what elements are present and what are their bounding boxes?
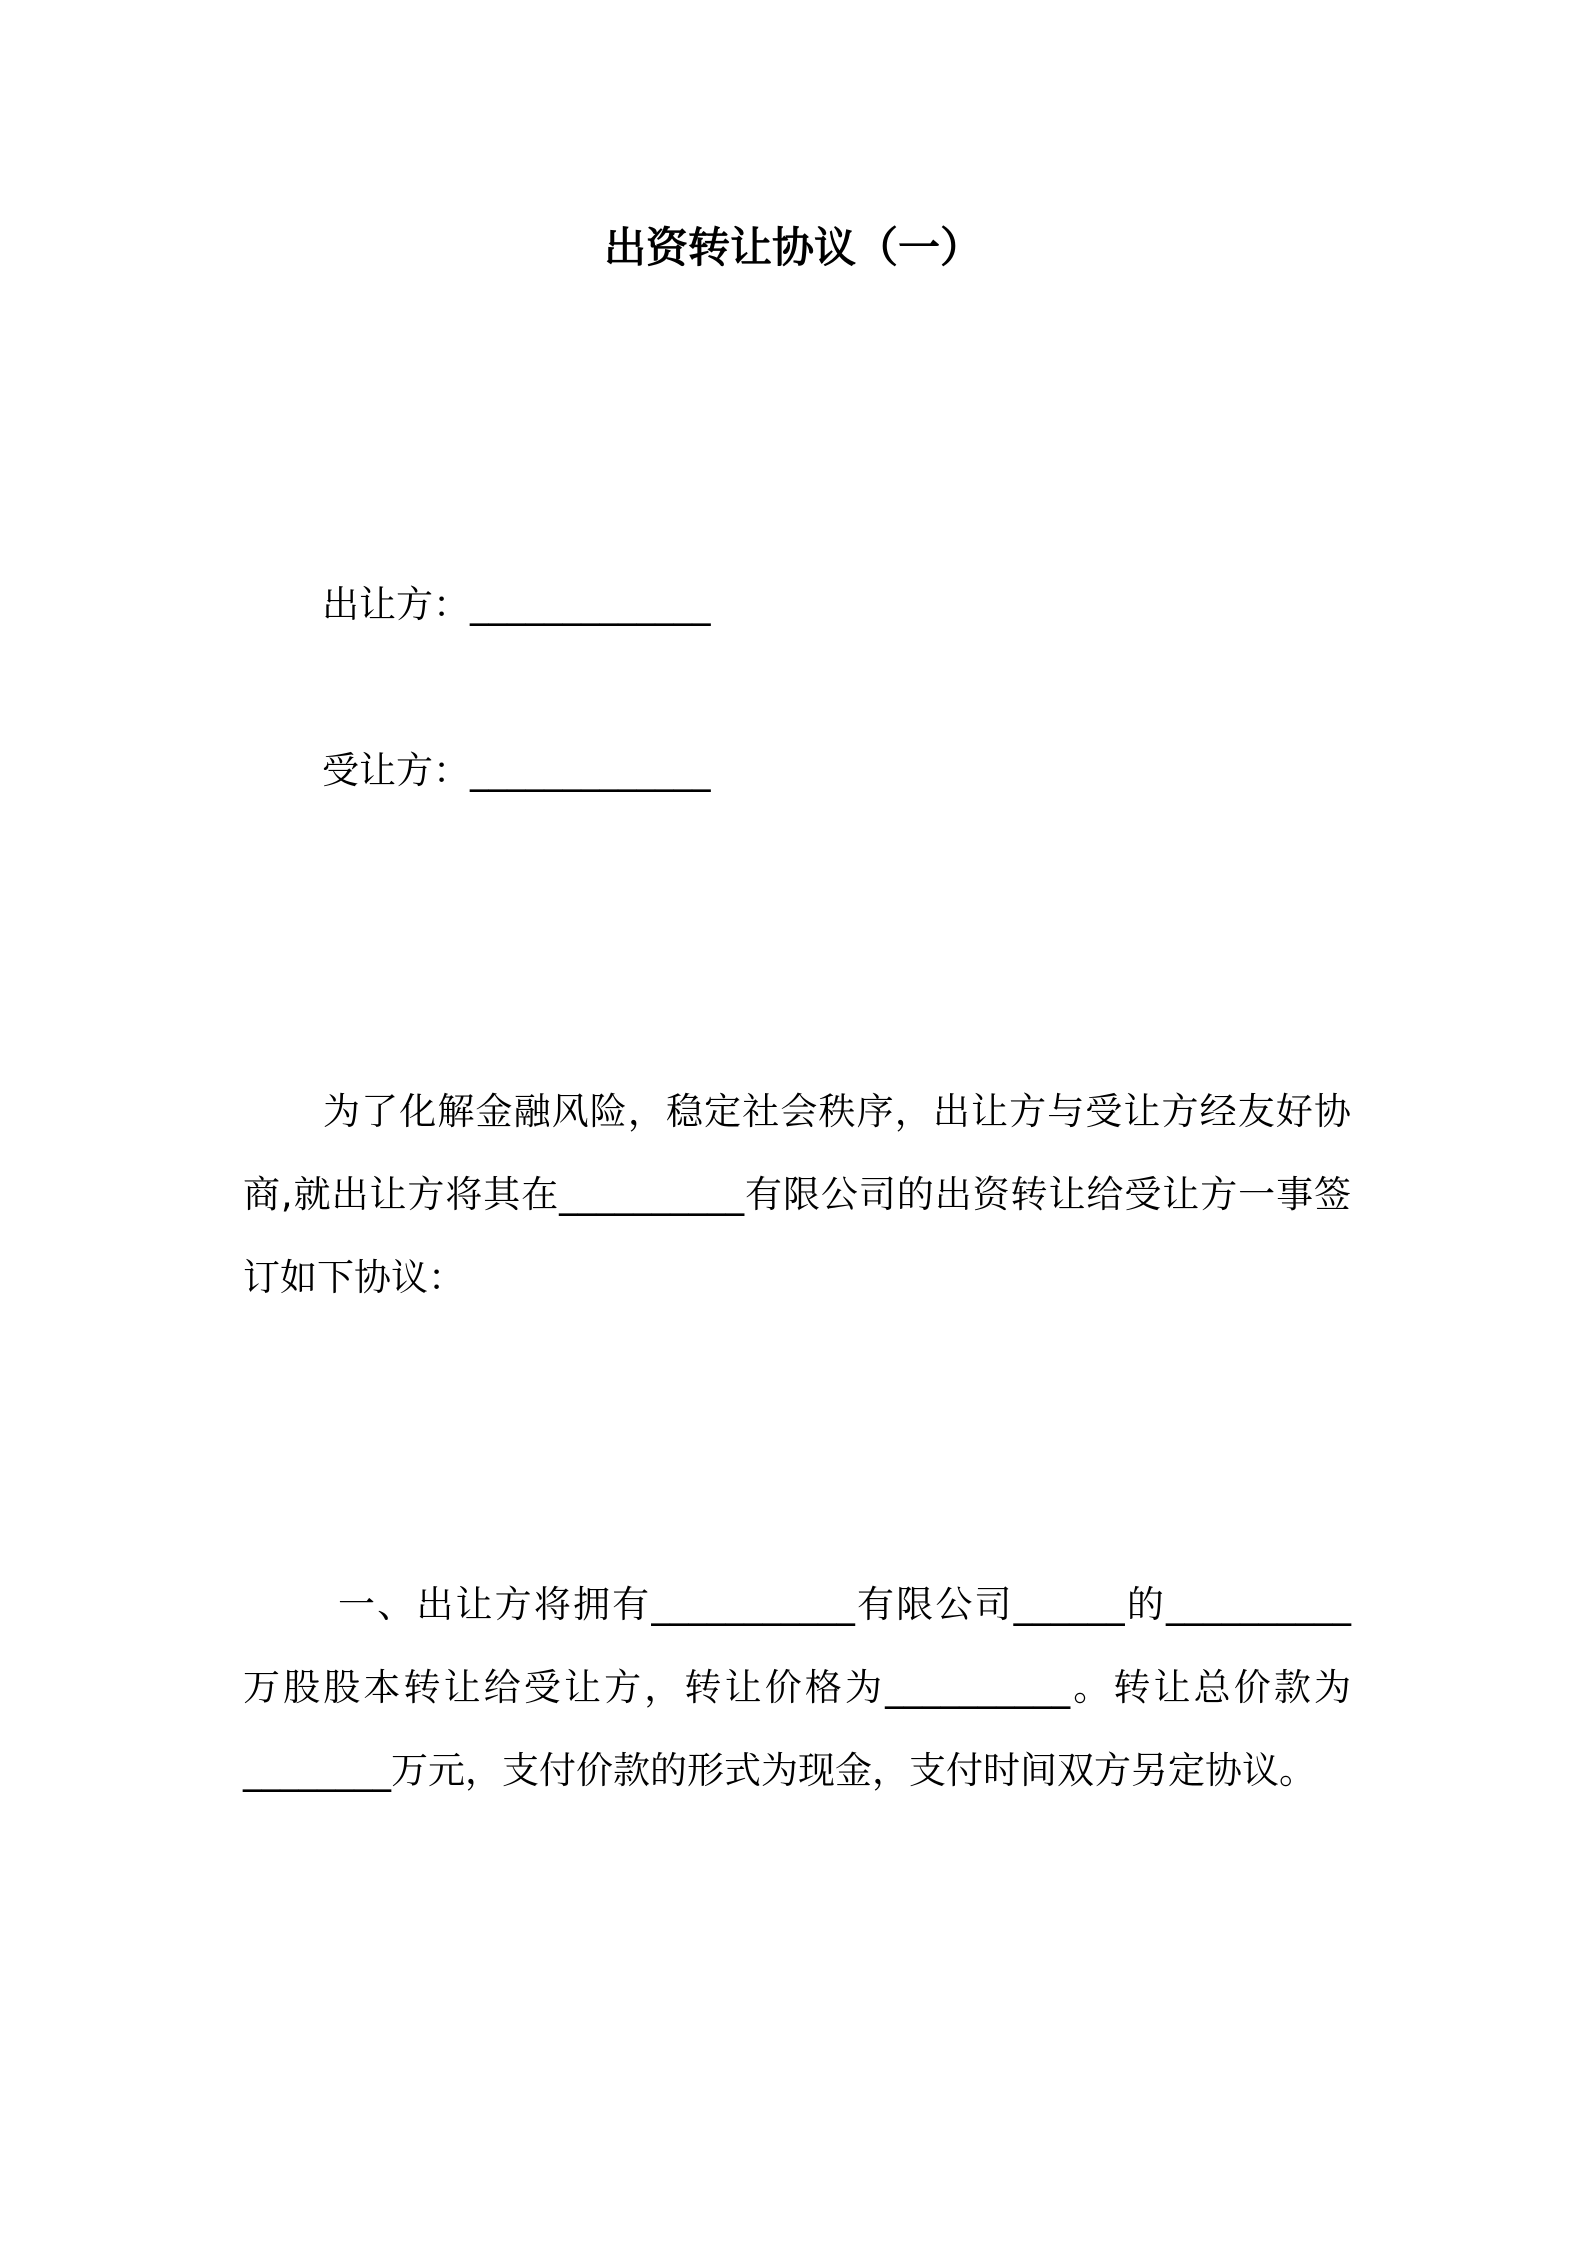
transferee-line — [322, 746, 711, 796]
document-title: 出资转让协议（一） — [603, 223, 982, 272]
transferor-blank: _____________ — [470, 583, 711, 626]
intro-paragraph: 为了化解金融风险，稳定社会秩序，出让方与受让方经友好协商,就出让方将其在__________有限公司的出资转让给受让方一事签订如下协议： — [243, 1090, 1351, 1299]
transferor-line — [322, 580, 711, 630]
transferee-label: 受让方： — [322, 749, 470, 792]
clause-1-paragraph: 一、出让方将拥有___________有限公司______的__________万股股本转让给受让方，转让价格为__________。转让总价款为________万元，支付价款的形式为现金，支付时间双方另定协议。 — [243, 1583, 1351, 1792]
transferee-blank: _____________ — [470, 749, 711, 792]
transferor-label: 出让方： — [322, 583, 470, 626]
